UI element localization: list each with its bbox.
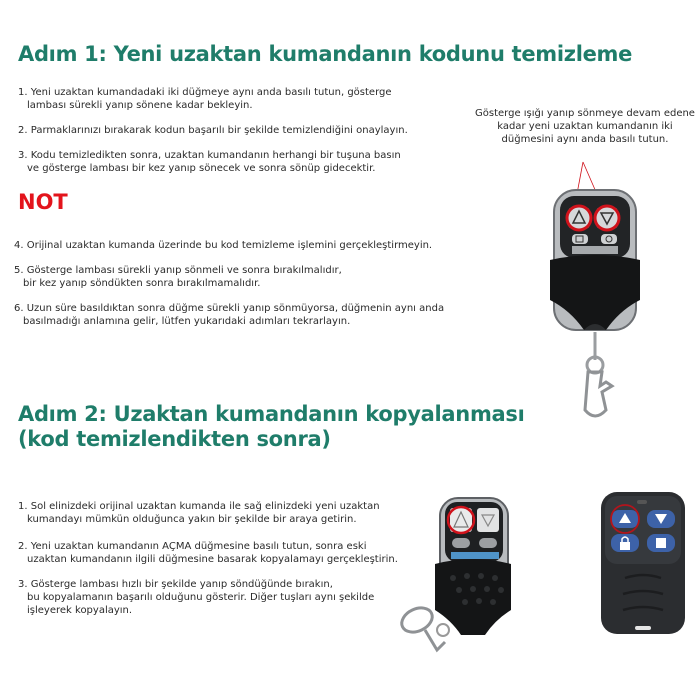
note-item-4: 4. Orijinal uzaktan kumanda üzerinde bu kod temizleme işlemini gerçekleştirmeyin. — [14, 240, 433, 251]
note-item-6: 6. Uzun süre basıldıktan sonra düğme sürekli yanıp sönmüyorsa, düğmenin aynı anda basılmadığı anlamına gelir, lütfen yukarıdaki adımları tekrarlayın. — [14, 303, 445, 327]
step1-item-3: 3. Kodu temizledikten sonra, uzaktan kumandanın herhangi bir tuşuna basın ve gösterge lambası bir kez yanıp sönecek ve sonra sönüp gidecektir. — [18, 150, 401, 174]
remote-keyfob-image-step1 — [540, 160, 660, 430]
step1-item-1: 1. Yeni uzaktan kumandadaki iki düğmeye aynı anda basılı tutun, gösterge lambası sürekli yanıp sönene kadar bekleyin. — [18, 87, 392, 111]
step2-title: Adım 2: Uzaktan kumandanın kopyalanması (kod temizlendikten sonra) — [18, 402, 525, 451]
remote-new-image — [595, 488, 690, 638]
step2-item-2: 2. Yeni uzaktan kumandanın AÇMA düğmesine basılı tutun, sonra eski uzaktan kumandanın ilgili düğmesine basarak kopyalamayı gerçekleştirin. — [18, 541, 398, 565]
step2-item-1: 1. Sol elinizdeki orijinal uzaktan kumanda ile sağ elinizdeki yeni uzaktan kumandayı mümkün olduğunca yakın bir şekilde bir araya getirin. — [18, 501, 380, 525]
step1-title: Adım 1: Yeni uzaktan kumandanın kodunu temizleme — [18, 42, 633, 66]
remote-caption: Gösterge ışığı yanıp sönmeye devam edene kadar yeni uzaktan kumandanın iki düğmesini aynı anda basılı tutun. — [475, 108, 695, 145]
note-item-5: 5. Gösterge lambası sürekli yanıp sönmeli ve sonra bırakılmalıdır, bir kez yanıp söndükten sonra bırakılmamalıdır. — [14, 265, 342, 289]
step2-item-3: 3. Gösterge lambası hızlı bir şekilde yanıp söndüğünde bırakın, bu kopyalamanın başarılı olduğunu gösterir. Diğer tuşları aynı şekilde işleyerek kopyalayın. — [18, 579, 375, 616]
note-title: NOT — [18, 190, 68, 214]
step1-item-2: 2. Parmaklarınızı bırakarak kodun başarılı bir şekilde temizlendiğini onaylayın. — [18, 125, 408, 136]
remote-original-image — [395, 490, 515, 690]
